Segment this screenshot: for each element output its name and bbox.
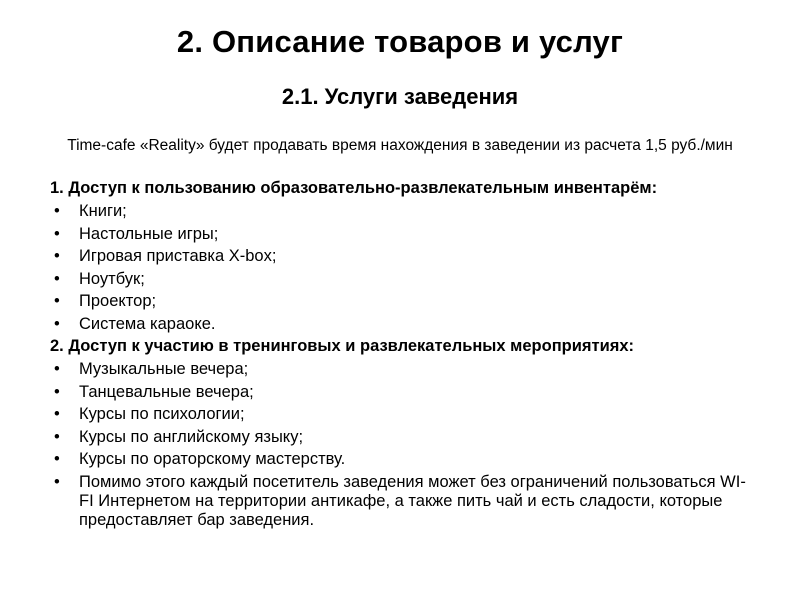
list-item-text: Курсы по английскому языку;: [79, 427, 304, 446]
list-item-text: Книги;: [79, 202, 127, 220]
section-list: [50, 202, 760, 334]
list-item-text: Музыкальные вечера;: [79, 360, 249, 378]
slide-title: 2. Описание товаров и услуг: [176, 24, 624, 59]
bullet-icon: •: [54, 314, 60, 333]
bullet-icon: •: [54, 269, 60, 288]
list-item-text: Танцевальные вечера;: [79, 382, 254, 401]
list-item: [50, 428, 760, 447]
list-item: [50, 383, 760, 402]
list-item: [50, 450, 760, 469]
list-item: [50, 270, 760, 289]
bullet-icon: •: [54, 360, 60, 378]
list-item: [50, 405, 760, 424]
bullet-icon: •: [54, 202, 60, 220]
content-body: [50, 179, 760, 533]
bullet-icon: •: [54, 247, 60, 265]
list-item: [50, 315, 760, 334]
list-item: [50, 247, 760, 266]
bullet-icon: •: [54, 405, 60, 423]
list-item: [50, 225, 760, 244]
section-heading: 1. Доступ к пользованию образовательно-развлекательным инвентарём:: [50, 179, 658, 197]
list-item: [50, 292, 760, 311]
bullet-icon: •: [54, 292, 60, 310]
list-item-text: Курсы по ораторскому мастерству.: [79, 450, 346, 468]
section-list: [50, 360, 760, 530]
list-item-text: Курсы по психологии;: [79, 405, 245, 423]
list-item: [50, 473, 760, 530]
slide-subtitle: 2.1. Услуги заведения: [281, 84, 519, 109]
list-item-text: Настольные игры;: [79, 224, 219, 243]
bullet-icon: •: [54, 382, 60, 401]
bullet-icon: •: [54, 224, 60, 243]
section-heading: 2. Доступ к участию в тренинговых и развлекательных мероприятиях:: [50, 337, 635, 355]
list-item-text: Проектор;: [79, 292, 157, 310]
intro-text: Time-cafe «Reality» будет продавать время нахождения в заведении из расчета 1,5 руб./мин: [67, 137, 733, 154]
bullet-icon: •: [54, 450, 60, 468]
list-item: [50, 202, 760, 221]
list-item-text: Ноутбук;: [79, 269, 145, 288]
list-item: [50, 360, 760, 379]
list-item-text: Помимо этого каждый посетитель заведения может без ограничений пользоваться WI-FI Интернетом на территории антикафе, а также пить чай и есть сладости, которые предоставляет бар заведения.: [79, 472, 746, 529]
list-item-text: Игровая приставка X-box;: [79, 247, 277, 265]
bullet-icon: •: [54, 427, 60, 446]
bullet-icon: •: [54, 472, 60, 491]
list-item-text: Система караоке.: [79, 314, 216, 333]
